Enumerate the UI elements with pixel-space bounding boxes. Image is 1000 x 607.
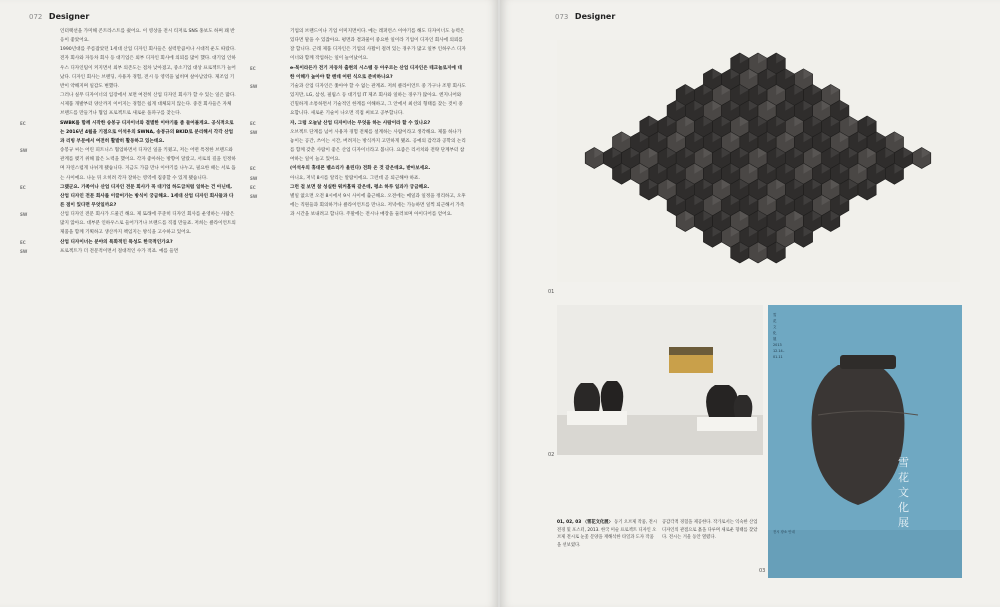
- paragraph-text: 그러나 실무 디자이너의 입장에서 보면 여전히 산업 디자인 회사가 할 수 있는 일은 많다. 시제품 개발부터 양산까지 이어지는 경험은 쉽게 대체되지 않는다. 중견 회사들은 자체 브랜드를 만들거나 협업 프로젝트로 새로운 돌파구를 찾는다.: [60, 93, 236, 117]
- left-page: [0, 0, 498, 607]
- photo-label-02: 02: [548, 452, 555, 458]
- poster-title-char: 化: [898, 501, 909, 514]
- poster-line: 展: [773, 337, 777, 341]
- poster-title-char: 展: [898, 516, 909, 529]
- interview-answer: [20, 210, 236, 237]
- paragraph-text: 기술과 산업 디자인은 쫓아야 할 수 없는 관계죠. 저희 클라이언트 중 가구나 조명 회사도 있지만, LG, 삼성, 필립스 등 대기업 IT 제조 회사와 일하는 경우가 많아요. 엔지니어와 긴밀하게 소통하면서 기술적인 한계를 이해하고, 그 안에서 최선의 형태를 찾는 것이 중요합니다. 새로운 기술이 나오면 직접 써보고 공부합니다.: [290, 83, 466, 117]
- poster-text-block: [773, 312, 813, 360]
- caption-body: 동기 오브제 작품, 전시 전경 및 포스터, 2013. 한국 미술 프로젝트 디자인 오브제 전시로 눈꽃 문양을 재해석한 타일과 도자 작품을 선보였다.: [557, 520, 657, 548]
- poster-line: 2013: [773, 343, 782, 347]
- paragraph-text: 아니요, 저녁 8시를 알리는 알람이에요. 그런데 곧 퇴근해야 하죠.: [290, 175, 420, 181]
- photo-caption: [557, 519, 657, 549]
- paragraph-text: 인터랙션을 가미해 콘트라스트를 줬어요. 이 영상을 전시 티저로 SNS 홍보도 하며 꽤 반응이 좋았어요.: [60, 29, 235, 44]
- paragraph-text: 프로젝트가 더 전문적이면서 절대적인 수가 적죠. 예를 들면: [60, 248, 179, 254]
- interview-question: [250, 119, 466, 128]
- interview-question: [250, 183, 466, 192]
- interview-answer: [20, 247, 236, 256]
- body-paragraph: [60, 45, 236, 91]
- section-title: Designer: [574, 12, 616, 21]
- paragraph-text: 오브젝트 단계를 넘어 사용자 경험 전체를 설계하는 사람이라고 생각해요. 제품 하나가 놓이는 공간, 쓰이는 시간, 버려지는 방식까지 고민하게 됐죠. 공예의 감각과 공학의 논리를 함께 갖춘 사람이 좋은 산업 디자이너라고 봅니다. 요즘은 리서치와 전략 단계부터 참여하는 일이 늘고 있어요.: [290, 129, 466, 163]
- poster-line: 12.14–: [773, 349, 785, 353]
- interview-question: [250, 64, 466, 82]
- interview-question: [250, 164, 466, 173]
- speaker-tag: SW: [20, 212, 28, 218]
- speaker-tag: EC: [250, 120, 256, 126]
- paragraph-text: 기업의 브랜드이나 기업 이미지면이다. 예는 레퍼런스 이야기를 해도 디자이너도 능력은 있다면 말을 수 있잖아요. 평면과 결과물이 중요한 일이라 기업이 디자인 회사에 의뢰를 잘 합니다. 근래 제품 디자인은 기업의 사활이 걸려 있는 경우가 많고 일부 인하우스 디자이너와 함께 작업하는 일이 늘어났어요.: [290, 29, 466, 62]
- paragraph-text: 자, 그럼 오늘날 산업 디자이너는 무엇을 하는 사람이라 할 수 있나요?: [290, 120, 431, 126]
- page-number: 073: [555, 13, 569, 21]
- speaker-tag: SW: [20, 148, 28, 154]
- paragraph-text: 산업 디자이너는 분야의 특화적인 특성도 한국적인가요?: [60, 239, 173, 245]
- speaker-tag: SW: [20, 248, 28, 254]
- interview-answer: [250, 82, 466, 119]
- poster-line: 花: [773, 319, 777, 323]
- paragraph-text: 그런 걸 보면 참 성실한 워커홀릭 같은데, 평소 하루 일과가 궁금해요.: [290, 184, 430, 190]
- speaker-tag: SW: [250, 193, 258, 199]
- paragraph-text: 별일 없으면 오전 8시에서 9시 사이에 출근해요. 오전에는 메일과 일정을 정리하고, 오후에는 직원들과 회의하거나 클라이언트를 만나요. 저녁에는 가능하면 일찍 퇴근해서 가족과 시간을 보내려고 합니다. 주말에는 전시나 매장을 둘러보며 아이디어를 얻어요.: [290, 193, 466, 218]
- poster-title-char: 花: [898, 471, 909, 484]
- speaker-tag: SW: [250, 83, 258, 89]
- interview-answer: [250, 174, 466, 183]
- caption-lead: 01, 02, 03 〈雪花文化展〉: [557, 520, 613, 525]
- poster-line: 化: [773, 331, 777, 335]
- interview-question: [20, 183, 236, 210]
- interview-answer: [20, 146, 236, 183]
- poster-title-char: 雪: [898, 456, 909, 469]
- photo-label-03: 03: [759, 568, 766, 574]
- speaker-tag: SW: [250, 175, 258, 181]
- poster-line: 01.11: [773, 355, 783, 359]
- body-paragraph: [290, 27, 466, 64]
- body-paragraph: [60, 27, 236, 45]
- photo-label-01: 01: [548, 289, 555, 295]
- speaker-tag: EC: [250, 184, 256, 190]
- photo-caption-continued: 공감각적 경험을 제공한다. 작가로서는 익숙한 산업 디자인의 관점으로 흙을 다루며 새로운 형태를 찾았다. 전시는 겨울 동안 열렸다.: [662, 520, 758, 540]
- text-column-1: [20, 27, 236, 256]
- speaker-tag: EC: [20, 120, 26, 126]
- paragraph-text: 그랬군요. 가족이나 산업 디자인 전문 회사가 꼭 대기업 하도급처럼 일하는 건 아닌데, 산업 디자인 전문 회사를 이끌어가는 방식이 궁금해요. 1세대 산업 디자인 회사들과 다른 점이 있다면 무엇일까요?: [60, 184, 234, 208]
- interview-answer: [250, 128, 466, 165]
- poster-line: 文: [773, 325, 777, 329]
- paragraph-text: SWBK를 함께 시작한 송봉규 디자이너와 결별한 이야기를 좀 들어볼게요. 공식적으로는 2016년 4월을 기점으로 이석우의 SWNA, 송봉규의 BKID로 분리해서 각각 산업과 리빙 부문에서 여전히 활발히 활동하고 있는데요.: [60, 120, 234, 144]
- page-header: [555, 12, 615, 21]
- page-header: [29, 12, 89, 21]
- exhibition-vessels-photo: [557, 305, 763, 455]
- poster-footer: 전시 장소 안내: [773, 530, 795, 534]
- speaker-tag: EC: [250, 166, 256, 172]
- paragraph-text: (이석우의 휴대폰 벨소리가 울린다) 전화 온 것 같은데요, 받아보세요.: [290, 166, 431, 172]
- interview-question: [20, 119, 236, 146]
- interview-question: [20, 238, 236, 247]
- text-column-2: [250, 27, 466, 219]
- hexagon-tiles-image: [557, 40, 960, 282]
- poster-title-char: 文: [898, 486, 909, 499]
- speaker-tag: EC: [20, 184, 26, 190]
- section-title: Designer: [48, 12, 90, 21]
- page-number: 072: [29, 13, 43, 21]
- speaker-tag: EC: [250, 65, 256, 71]
- interview-answer: [250, 192, 466, 219]
- body-paragraph: [60, 91, 236, 118]
- vessels-image: [557, 305, 763, 455]
- tile-installation-photo: [557, 40, 960, 282]
- poster-line: 雪: [773, 313, 777, 317]
- paragraph-text: e-북이라든가 전기 자동차 출현의 시스템 등 아우르는 산업 디자인은 테크놀로지에 대한 이해가 높아야 할 텐데 어떤 식으로 준비하나요?: [290, 65, 462, 80]
- paragraph-text: 송봉규 씨는 어린 피트니스 협업하면서 디자인 일을 키웠고, 저는 어떤 특정한 브랜드와 관계를 맺기 위해 많은 노력을 했어요. 각자 좋아하는 방향이 달랐고, 서로의 길을 인정하며 자연스럽게 나뉘게 됐습니다. 지금도 가끔 만나 이야기를 나누고, 필요한 때는 서로 돕는 사이예요. 나눈 뒤 오히려 각자 잘하는 영역에 집중할 수 있게 됐습니다.: [60, 148, 236, 181]
- speaker-tag: EC: [20, 239, 26, 245]
- speaker-tag: SW: [250, 129, 258, 135]
- poster-title: [898, 455, 912, 530]
- paragraph-text: 산업 디자인 전문 회사가 드물긴 해요. 제 또래에 꾸준히 디자인 회사를 운영하는 사람은 많지 않아요. 대부분 인하우스로 들어가거나 브랜드를 직접 만들죠. 저희는 클라이언트의 제품을 함께 기획하고 생산까지 책임지는 방식을 고수하고 있어요.: [60, 212, 236, 236]
- paragraph-text: 1990년대를 주름잡았던 1세대 산업 디자인 회사들은 실력만큼이나 시대적 운도 따랐다. 전자 회사와 자동차 회사 등 대기업은 외부 디자인 회사에 의뢰를 많이 했다. 대기업 인하우스 디자인팀이 커지면서 외부 의존도는 점차 낮아졌고, 중소기업 대상 프로젝트가 늘어났다. 디자인 회사는 브랜딩, 사용자 경험, 전시 등 영역을 넓히며 살아남았다. 제조업 기반이 약해지며 일감도 변했다.: [60, 47, 236, 89]
